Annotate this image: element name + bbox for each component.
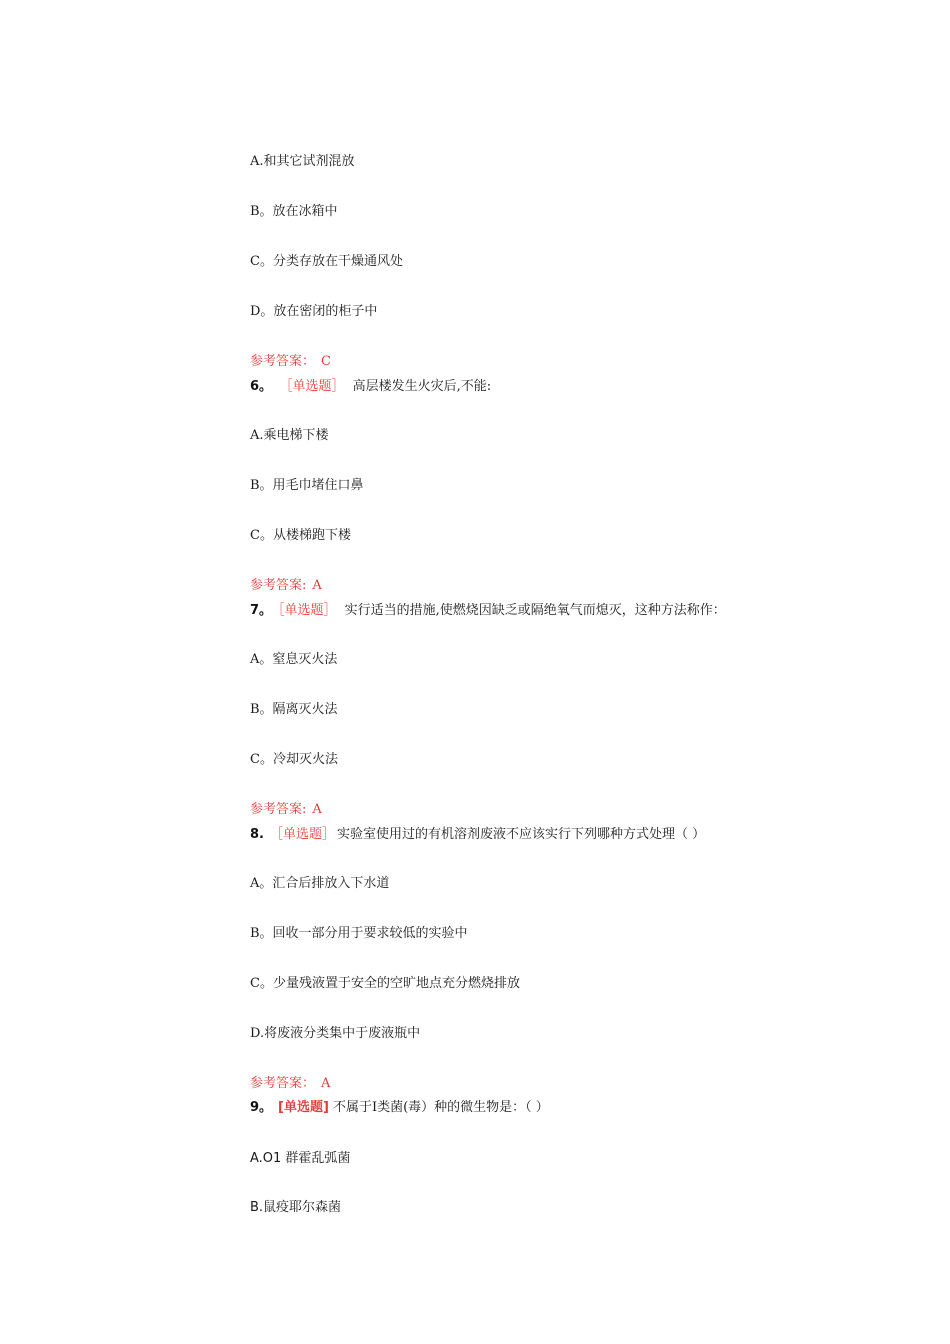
question-text: 高层楼发生火灾后,不能:: [352, 379, 492, 394]
answer-label: 参考答案:: [250, 802, 307, 817]
option-8b: B。回收一部分用于要求较低的实验中: [250, 926, 468, 941]
question-6: [250, 378, 491, 396]
answer-8: [250, 1075, 330, 1093]
question-8: [250, 826, 705, 844]
option-5b: B。放在冰箱中: [250, 204, 338, 219]
question-type-tag: [单选题]: [278, 1100, 329, 1115]
question-text: 实行适当的措施,使燃烧因缺乏或隔绝氧气而熄灭，这种方法称作：: [344, 603, 726, 618]
option-8c: C。少量残液置于安全的空旷地点充分燃烧排放: [250, 976, 520, 991]
option-6b: B。用毛巾堵住口鼻: [250, 478, 364, 493]
answer-value: C: [321, 354, 331, 369]
question-number: 9。: [250, 1100, 273, 1115]
option-9a: A.O1 群霍乱弧菌: [250, 1151, 351, 1166]
option-6a: A.乘电梯下楼: [250, 428, 329, 443]
answer-value: A: [321, 1076, 331, 1091]
option-5d: D。放在密闭的柜子中: [250, 304, 378, 319]
answer-label: 参考答案：: [250, 354, 316, 369]
option-7b: B。隔离灭火法: [250, 702, 338, 717]
question-text: 不属于Ⅰ类菌(毒）种的微生物是：（ ）: [332, 1100, 549, 1115]
option-6c: C。从楼梯跑下楼: [250, 528, 351, 543]
answer-7: [250, 801, 322, 819]
answer-label: 参考答案：: [250, 1076, 316, 1091]
question-number: 8.: [250, 827, 264, 842]
option-8d: D.将废液分类集中于废液瓶中: [250, 1026, 421, 1041]
question-type-tag: ［单选题］: [278, 603, 337, 618]
option-9b: B.鼠疫耶尔森菌: [250, 1200, 342, 1215]
option-7a: A。窒息灭火法: [250, 652, 338, 667]
question-type-tag: ［单选题］: [269, 827, 335, 842]
question-type-tag: ［单选题］: [286, 379, 345, 394]
question-number: 6。: [250, 379, 273, 394]
question-9: [250, 1099, 549, 1117]
answer-6: [250, 577, 322, 595]
question-number: 7。: [250, 603, 273, 618]
question-7: [250, 602, 726, 620]
option-7c: C。冷却灭火法: [250, 752, 338, 767]
answer-value: A: [312, 802, 322, 817]
question-text: 实验室使用过的有机溶剂废液不应该实行下列哪种方式处理（ ）: [337, 827, 706, 842]
option-5a: A.和其它试剂混放: [250, 154, 355, 169]
option-5c: C。分类存放在干燥通风处: [250, 254, 403, 269]
answer-value: A: [312, 578, 322, 593]
answer-label: 参考答案:: [250, 578, 307, 593]
answer-5: [250, 353, 331, 371]
option-8a: A。汇合后排放入下水道: [250, 876, 390, 891]
